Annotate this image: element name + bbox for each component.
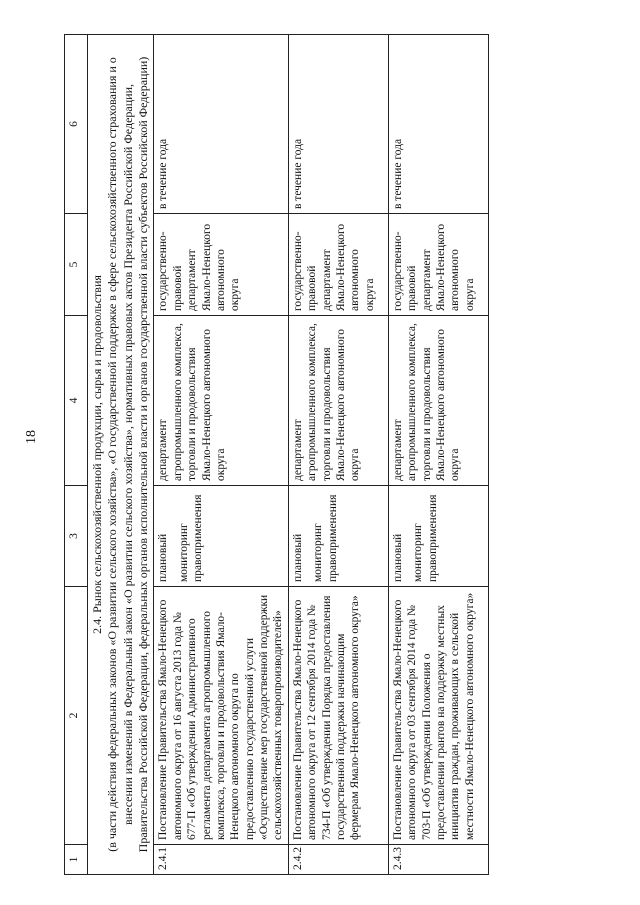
table-row [388,35,488,875]
executor: департамент агропромышленного комплекса, торговли и продовольствия Ямало-Ненецкого автономного округа [154,316,288,486]
control-kind: мониторинг правоприменения [177,494,205,582]
term: в течение года [388,35,488,214]
row-number: 2.4.3 [388,845,488,875]
executor: департамент агропромышленного комплекса, торговли и продовольствия Ямало-Ненецкого автономного округа [388,316,488,486]
section-header [88,35,154,875]
table-row [154,35,288,875]
control-type [288,486,388,587]
control-type-label: плановый [391,533,404,582]
column-number: 6 [65,35,88,214]
control-kind: мониторинг правоприменения [312,494,339,582]
control-kind: мониторинг правоприменения [412,494,439,582]
control-type-label: плановый [157,533,170,582]
column-number: 2 [65,587,88,845]
control-type [388,486,488,587]
plan-table [64,34,489,875]
column-number: 5 [65,214,88,316]
executor: департамент агропромышленного комплекса, торговли и продовольствия Ямало-Ненецкого автономного округа [288,316,388,486]
term: в течение года [154,35,288,214]
row-number: 2.4.1 [154,845,288,875]
page-number: 18 [24,430,39,444]
column-number-row [65,35,88,875]
section-row [88,35,154,875]
column-number: 3 [65,486,88,587]
coexecutor: государственно-правовой департамент Ямало-Ненецкого автономного округа [288,214,388,316]
control-type-label: плановый [291,533,304,582]
legal-act: Постановление Правительства Ямало-Ненецкого автономного округа от 03 сентября 2014 года № 703-П «Об утверждении Положения о предоставлении грантов на поддержку местных инициатив граждан, проживающих в сельской местности Ямало-Ненецкого автономного округа» [388,587,488,845]
legal-act: Постановление Правительства Ямало-Ненецкого автономного округа от 16 августа 2013 года № 677-П «Об утверждении Административного регламента департамента агропромышленного комплекса, торговли и продовольствия Ямало-Ненецкого автономного округа по предоставлению государственной услуги «Осуществление мер государственной поддержки сельскохозяйственных товаропроизводителей» [154,587,288,845]
coexecutor: государственно-правовой департамент Ямало-Ненецкого автономного округа [388,214,488,316]
legal-act: Постановление Правительства Ямало-Ненецкого автономного округа от 12 сентября 2014 года № 734-П «Об утверждении Порядка предоставления государственной поддержки начинающим фермерам Ямало-Ненецкого автономного округа» [288,587,388,845]
section-description: (в части действия федеральных законов «О развитии сельского хозяйства», «О государственной поддержке в сфере сельскохозяйственного страхования и о внесении изменений в Федеральный закон «О развитии сельского хозяйства», нормативных правовых актов Президента Российской Федерации, Правительства Российской Федерации, федеральных органов исполнительной власти и органов государственной власти субъектов Российской Федерации) [105,56,151,853]
table-row [288,35,388,875]
column-number: 1 [65,845,88,875]
section-title: 2.4. Рынок сельскохозяйственной продукции, сырья и продовольствия [90,275,104,634]
rotated-table-page [64,35,632,875]
control-type [154,486,288,587]
row-number: 2.4.2 [288,845,388,875]
term: в течение года [288,35,388,214]
coexecutor: государственно-правовой департамент Ямало-Ненецкого автономного округа [154,214,288,316]
column-number: 4 [65,316,88,486]
